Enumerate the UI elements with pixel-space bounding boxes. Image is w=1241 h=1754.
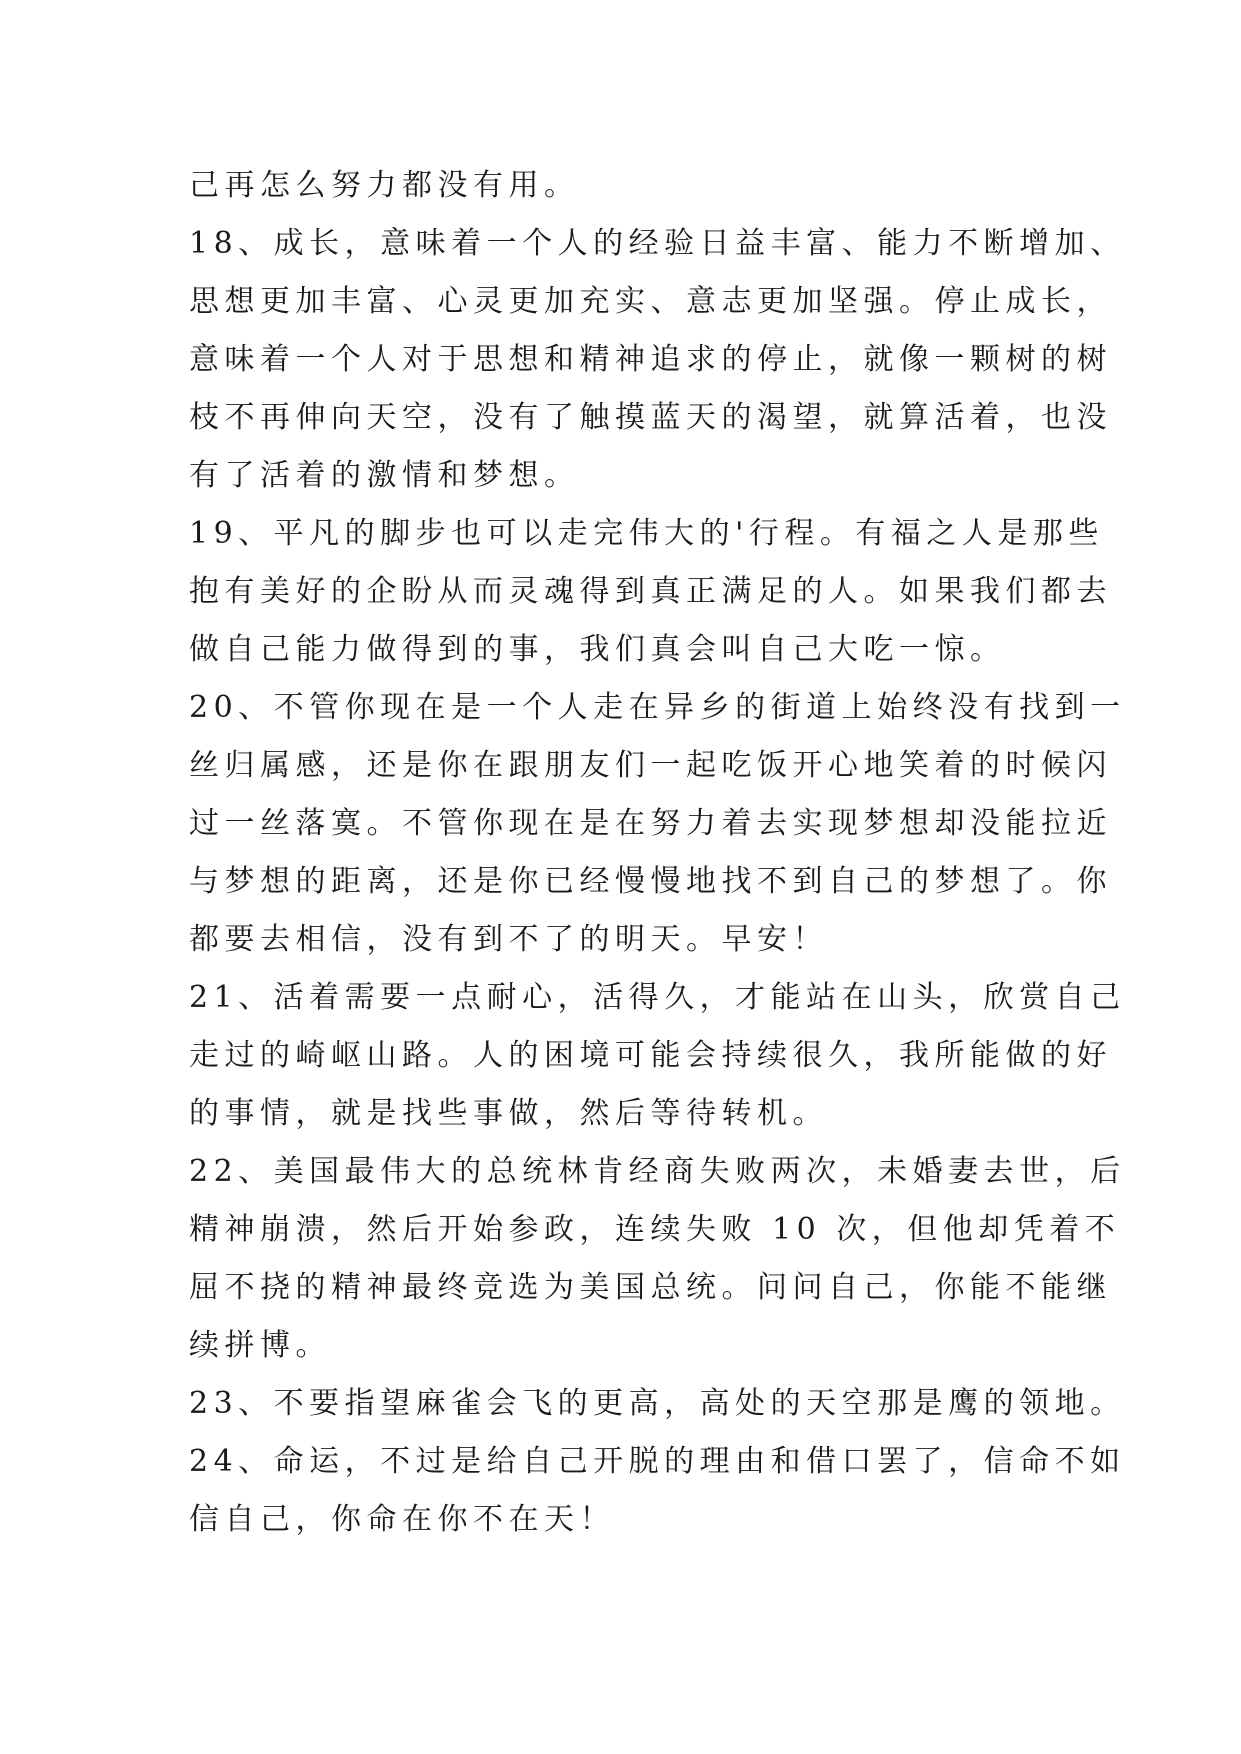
text-line: 丝归属感，还是你在跟朋友们一起吃饭开心地笑着的时候闪 [189,748,1112,783]
text-line: 过一丝落寞。不管你现在是在努力着去实现梦想却没能拉近 [189,806,1112,841]
text-line: 都要去相信，没有到不了的明天。早安！ [189,922,828,957]
text-line: 精神崩溃，然后开始参政，连续失败 10 次，但他却凭着不 [189,1212,1121,1247]
text-line: 有了活着的激情和梦想。 [189,458,580,493]
text-line: 18、成长，意味着一个人的经验日益丰富、能力不断增加、 [189,226,1126,261]
text-line: 己再怎么努力都没有用。 [189,168,580,203]
text-line: 24、命运，不过是给自己开脱的理由和借口罢了，信命不如 [189,1444,1126,1479]
text-line: 的事情，就是找些事做，然后等待转机。 [189,1096,828,1131]
text-line: 20、不管你现在是一个人走在异乡的街道上始终没有找到一 [189,690,1126,725]
text-line: 23、不要指望麻雀会飞的更高，高处的天空那是鹰的领地。 [189,1386,1126,1421]
text-line: 信自己，你命在你不在天！ [189,1502,615,1537]
text-line: 21、活着需要一点耐心，活得久，才能站在山头，欣赏自己 [189,980,1126,1015]
text-line: 19、平凡的脚步也可以走完伟大的'行程。有福之人是那些 [189,516,1104,551]
body-text [189,157,1126,1549]
text-line: 走过的崎岖山路。人的困境可能会持续很久，我所能做的好 [189,1038,1112,1073]
text-line: 抱有美好的企盼从而灵魂得到真正满足的人。如果我们都去 [189,574,1112,609]
text-line: 屈不挠的精神最终竞选为美国总统。问问自己，你能不能继 [189,1270,1112,1305]
text-line: 思想更加丰富、心灵更加充实、意志更加坚强。停止成长， [189,284,1112,319]
text-line: 枝不再伸向天空，没有了触摸蓝天的渴望，就算活着，也没 [189,400,1112,435]
text-line: 续拼博。 [189,1328,331,1363]
text-line: 与梦想的距离，还是你已经慢慢地找不到自己的梦想了。你 [189,864,1112,899]
text-line: 做自己能力做得到的事，我们真会叫自己大吃一惊。 [189,632,1006,667]
text-line: 意味着一个人对于思想和精神追求的停止，就像一颗树的树 [189,342,1112,377]
text-line: 22、美国最伟大的总统林肯经商失败两次，未婚妻去世，后 [189,1154,1126,1189]
